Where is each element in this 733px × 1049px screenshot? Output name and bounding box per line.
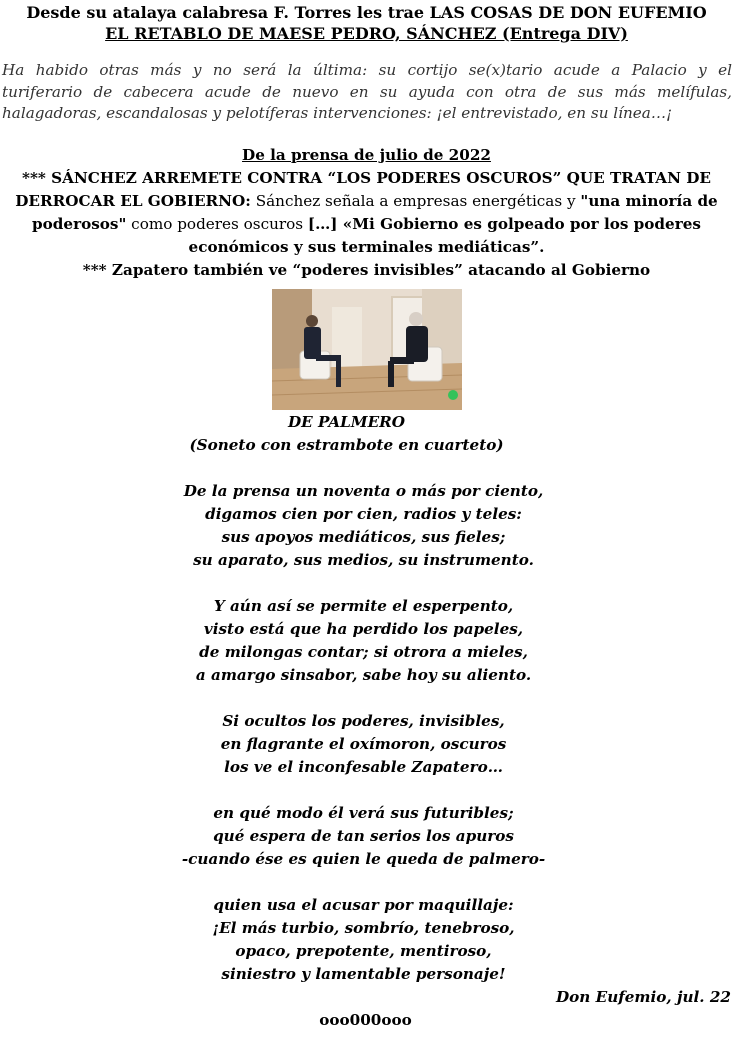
header-line-2: EL RETABLO DE MAESE PEDRO, SÁNCHEZ (Entrega DIV) xyxy=(105,24,628,43)
verse: visto está que ha perdido los papeles, xyxy=(203,619,524,638)
stanza-2 xyxy=(0,595,733,687)
verse: opaco, prepotente, mentiroso, xyxy=(235,941,492,960)
intro-paragraph xyxy=(2,60,732,125)
photo-person-left-shin xyxy=(336,355,341,387)
closing-ornament: ooo000ooo xyxy=(319,1010,412,1029)
headline-1-line-4: económicos y sus terminales mediáticas”. xyxy=(188,237,545,256)
intro-line-1: Ha habido otras más y no será la última: su cortijo se(x)tario acude a Palacio y el xyxy=(2,61,732,79)
headline-1-bold-a: DERROCAR EL GOBIERNO: xyxy=(15,191,251,210)
verse: a amargo sinsabor, sabe hoy su aliento. xyxy=(195,665,532,684)
verse: su aparato, sus medios, su instrumento. xyxy=(193,550,534,569)
photo-channel-logo xyxy=(448,390,458,400)
headline-1-line-2 xyxy=(0,190,733,213)
photo-person-left-head xyxy=(306,315,318,327)
verse: los ve el inconfesable Zapatero… xyxy=(224,757,503,776)
headline-1-plain-b: como poderes oscuros xyxy=(126,214,308,233)
stanza-3 xyxy=(0,710,733,779)
interview-photo xyxy=(272,289,462,410)
verse: -cuando ése es quien le queda de palmero- xyxy=(181,849,546,868)
verse: Si ocultos los poderes, invisibles, xyxy=(222,711,505,730)
interview-photo-illustration xyxy=(272,289,462,410)
verse: De la prensa un noventa o más por ciento, xyxy=(183,481,544,500)
headline-1-line-3 xyxy=(0,213,733,236)
stanza-4 xyxy=(0,802,733,871)
intro-line-2: turiferario de cabecera acude de nuevo en su ayuda con otra de sus más melífulas, xyxy=(2,82,732,101)
verse: sus apoyos mediáticos, sus fieles; xyxy=(221,527,506,546)
header-line-1: Desde su atalaya calabresa F. Torres les trae LAS COSAS DE DON EUFEMIO xyxy=(26,3,707,22)
headline-1-bold-b: "una minoría de xyxy=(580,191,718,210)
signature: Don Eufemio, jul. 22 xyxy=(555,987,731,1006)
stanza-1 xyxy=(0,480,733,572)
headline-1-line-1: *** SÁNCHEZ ARREMETE CONTRA “LOS PODERES OSCUROS” QUE TRATAN DE xyxy=(22,168,711,187)
poem-title: DE PALMERO xyxy=(287,412,406,431)
photo-person-left-body xyxy=(304,327,321,359)
verse: siniestro y lamentable personaje! xyxy=(221,964,506,983)
photo-container xyxy=(0,289,733,410)
verse: Y aún así se permite el esperpento, xyxy=(213,596,514,615)
photo-person-right-body xyxy=(406,326,428,362)
poem-subtitle: (Soneto con estrambote en cuarteto) xyxy=(189,435,504,454)
verse: ¡El más turbio, sombrío, tenebroso, xyxy=(212,918,515,937)
photo-person-right-head xyxy=(409,312,423,326)
header xyxy=(0,2,733,44)
headline-2: *** Zapatero también ve “poderes invisibles” atacando al Gobierno xyxy=(82,260,651,279)
headline-1-plain-a: Sánchez señala a empresas energéticas y xyxy=(250,191,581,210)
stanza-5 xyxy=(0,894,733,986)
intro-line-3: halagadoras, escandalosas y pelotíferas intervenciones: ¡el entrevistado, en su línea…¡ xyxy=(2,104,673,122)
verse: quien usa el acusar por maquillaje: xyxy=(213,895,514,914)
verse: digamos cien por cien, radios y teles: xyxy=(205,504,522,523)
sonnet xyxy=(0,411,733,986)
press-section xyxy=(0,144,733,282)
verse: qué espera de tan serios los apuros xyxy=(213,826,514,845)
verse: en flagrante el oxímoron, oscuros xyxy=(220,734,507,753)
verse: de milongas contar; si otrora a mieles, xyxy=(199,642,528,661)
press-title: De la prensa de julio de 2022 xyxy=(242,145,491,164)
verse: en qué modo él verá sus futuribles; xyxy=(213,803,514,822)
headline-1-bold-c: poderosos" xyxy=(32,214,127,233)
headline-1-bold-d: […] «Mi Gobierno es golpeado por los poderes xyxy=(307,214,701,233)
photo-person-right-shin xyxy=(388,361,394,387)
